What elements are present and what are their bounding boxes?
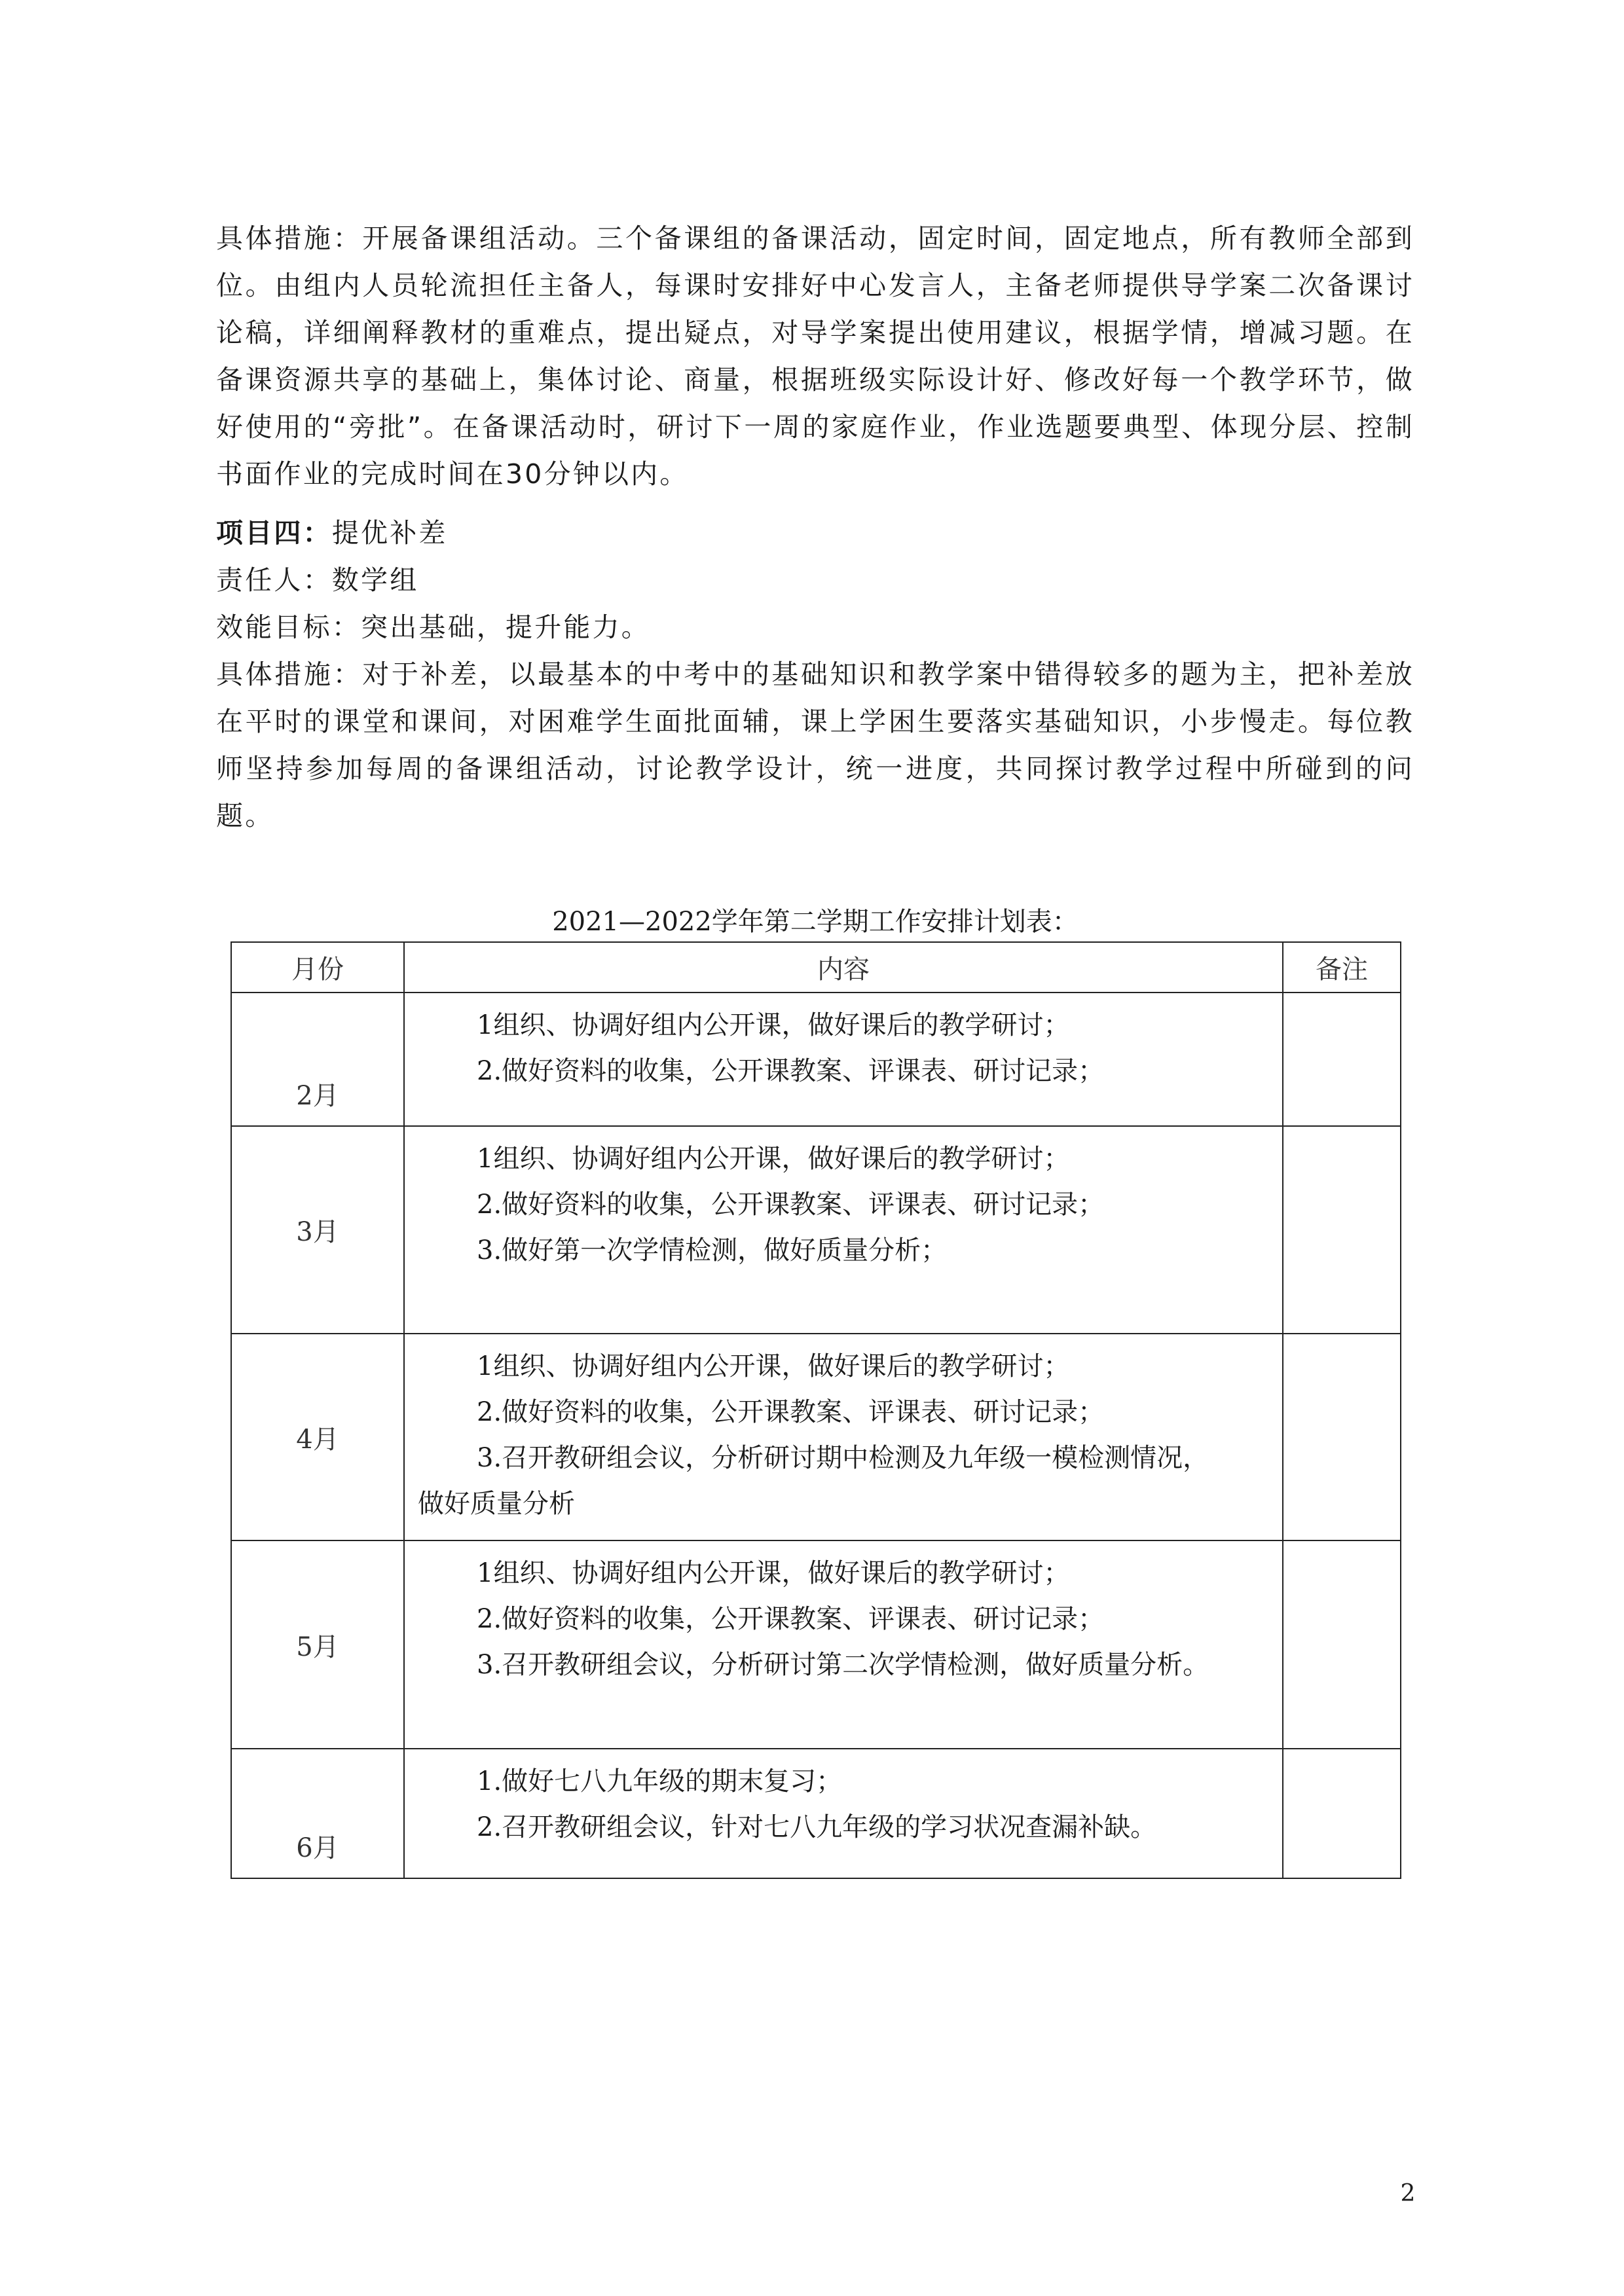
content-item: 1组织、协调好组内公开课，做好课后的教学研讨； bbox=[477, 1558, 1070, 1588]
table-header-row bbox=[231, 942, 1401, 993]
note-cell bbox=[1283, 993, 1401, 1126]
content-cell bbox=[404, 1126, 1283, 1334]
content-item: 做好质量分析 bbox=[418, 1489, 575, 1519]
content-cell bbox=[404, 993, 1283, 1126]
project-label: 项目四： bbox=[216, 517, 332, 549]
table-row bbox=[231, 993, 1401, 1126]
table-row bbox=[231, 1540, 1401, 1749]
measures-paragraph-section4 bbox=[216, 651, 1414, 839]
measures-paragraph-section3 bbox=[216, 215, 1414, 498]
content-item: 1.做好七八九年级的期末复习； bbox=[477, 1766, 843, 1796]
content-item: 3.召开教研组会议，分析研讨第二次学情检测，做好质量分析。 bbox=[477, 1650, 1209, 1680]
content-item: 2.做好资料的收集，公开课教案、评课表、研讨记录； bbox=[477, 1604, 1105, 1634]
note-cell bbox=[1283, 1749, 1401, 1878]
header-content: 内容 bbox=[404, 942, 1283, 993]
content-cell bbox=[404, 1540, 1283, 1749]
note-cell bbox=[1283, 1126, 1401, 1334]
month-cell: 5月 bbox=[231, 1540, 404, 1749]
page-number: 2 bbox=[1400, 2180, 1416, 2207]
table-title: 2021—2022学年第二学期工作安排计划表： bbox=[552, 907, 1079, 937]
content-item: 2.做好资料的收集，公开课教案、评课表、研讨记录； bbox=[477, 1056, 1105, 1086]
content-item: 3.召开教研组会议，分析研讨期中检测及九年级一模检测情况， bbox=[477, 1443, 1209, 1473]
work-plan-table bbox=[231, 941, 1401, 1879]
table-row bbox=[231, 1749, 1401, 1878]
content-item: 1组织、协调好组内公开课，做好课后的教学研讨； bbox=[477, 1144, 1070, 1174]
note-cell bbox=[1283, 1334, 1401, 1540]
header-note: 备注 bbox=[1283, 942, 1401, 993]
content-item: 1组织、协调好组内公开课，做好课后的教学研讨； bbox=[477, 1010, 1070, 1040]
owner-line bbox=[216, 556, 1414, 604]
content-item: 2.做好资料的收集，公开课教案、评课表、研讨记录； bbox=[477, 1397, 1105, 1427]
content-cell bbox=[404, 1749, 1283, 1878]
table-row bbox=[231, 1334, 1401, 1540]
month-cell: 6月 bbox=[231, 1749, 404, 1878]
content-item: 2.做好资料的收集，公开课教案、评课表、研讨记录； bbox=[477, 1190, 1105, 1220]
goal-text: 效能目标：突出基础，提升能力。 bbox=[216, 611, 650, 643]
header-month: 月份 bbox=[231, 942, 404, 993]
goal-line bbox=[216, 604, 1414, 651]
project-title: 提优补差 bbox=[331, 517, 448, 549]
measures-text: 具体措施：开展备课组活动。三个备课组的备课活动，固定时间，固定地点，所有教师全部到位。由组内人员轮流担任主备人，每课时安排好中心发言人，主备老师提供导学案二次备课讨论稿，详细阐释教材的重难点，提出疑点，对导学案提出使用建议，根据学情，增减习题。在备课资源共享的基础上，集体讨论、商量，根据班级实际设计好、修改好每一个教学环节，做好使用的“旁批”。在备课活动时，研讨下一周的家庭作业，作业选题要典型、体现分层、控制书面作业的完成时间在30分钟以内。 bbox=[216, 223, 1414, 490]
content-item: 1组织、协调好组内公开课，做好课后的教学研讨； bbox=[477, 1351, 1070, 1381]
measures-text: 具体措施：对于补差，以最基本的中考中的基础知识和教学案中错得较多的题为主，把补差放在平时的课堂和课间，对困难学生面批面辅，课上学困生要落实基础知识，小步慢走。每位教师坚持参加每周的备课组活动，讨论教学设计，统一进度，共同探讨教学过程中所碰到的问题。 bbox=[216, 659, 1414, 831]
month-cell: 3月 bbox=[231, 1126, 404, 1334]
note-cell bbox=[1283, 1540, 1401, 1749]
content-cell bbox=[404, 1334, 1283, 1540]
month-cell: 4月 bbox=[231, 1334, 404, 1540]
content-item: 2.召开教研组会议，针对七八九年级的学习状况查漏补缺。 bbox=[477, 1812, 1157, 1842]
owner-text: 责任人：数学组 bbox=[216, 564, 419, 596]
project-four-heading bbox=[216, 509, 1414, 556]
table-row bbox=[231, 1126, 1401, 1334]
month-cell: 2月 bbox=[231, 993, 404, 1126]
content-item: 3.做好第一次学情检测，做好质量分析； bbox=[477, 1235, 948, 1266]
